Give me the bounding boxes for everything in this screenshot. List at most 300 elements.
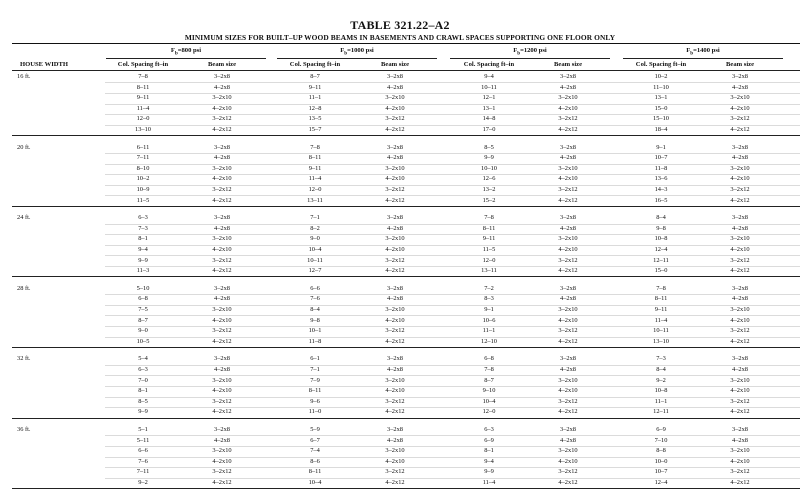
row-divider: [105, 164, 800, 165]
col-spacing-cell: 7–8: [484, 366, 494, 373]
col-spacing-cell: 12–11: [653, 256, 669, 264]
beam-size-cell: 3–2x12: [385, 115, 405, 123]
col-spacing-cell: 9–1: [484, 306, 494, 313]
col-spacing-cell: 9–4: [484, 457, 494, 465]
col-spacing-cell: 9–4: [138, 246, 148, 253]
col-spacing-cell: 13–1: [654, 94, 668, 102]
col-spacing-cell: 9–11: [136, 94, 150, 102]
fb-group-header: $F_b=1000$ psi: [340, 47, 374, 57]
col-spacing-cell: 6–3: [138, 366, 148, 373]
col-spacing-cell: 13–11: [481, 267, 497, 275]
col-spacing-cell: 12–0: [482, 408, 496, 416]
col-spacing-cell: 6–11: [136, 143, 150, 151]
col-spacing-cell: 10–10: [481, 164, 497, 172]
beam-size-cell: 4–2x8: [560, 83, 576, 91]
beam-size-cell: 3–2x8: [214, 214, 230, 222]
beam-size-cell: 3–2x12: [730, 468, 750, 476]
beam-size-cell: 3–2x10: [212, 164, 232, 172]
beam-size-cell: 4–2x8: [214, 224, 230, 232]
beam-size-cell: 4–2x12: [385, 408, 405, 416]
beam-size-cell: 4–2x8: [387, 224, 403, 232]
col-spacing-cell: 8–4: [310, 306, 320, 313]
row-divider: [105, 125, 800, 126]
col-spacing-cell: 11–10: [653, 83, 669, 91]
col-spacing-cell: 8–1: [138, 387, 148, 395]
col-spacing-cell: 10–0: [654, 457, 668, 465]
col-spacing-cell: 9–6: [310, 397, 320, 405]
beam-size-cell: 3–2x12: [385, 468, 405, 476]
beam-size-cell: 3–2x12: [730, 256, 750, 264]
col-spacing-cell: 13–6: [654, 175, 668, 183]
house-width-cell: 36 ft.: [17, 426, 31, 433]
col-spacing-cell: 12–0: [308, 186, 322, 193]
beam-size-cell: 3–2x8: [214, 355, 230, 363]
section-divider: [12, 347, 800, 348]
col-spacing-cell: 12–10: [481, 337, 497, 345]
col-spacing-cell: 6–6: [310, 284, 320, 292]
beam-size-cell: 4–2x12: [385, 196, 405, 204]
row-divider: [105, 224, 800, 225]
col-spacing-cell: 10–11: [481, 83, 497, 91]
col-spacing-cell: 6–6: [138, 447, 148, 455]
beam-size-cell: 4–2x10: [212, 316, 232, 324]
col-spacing-cell: 11–5: [136, 196, 150, 204]
beam-size-cell: 3–2x8: [214, 143, 230, 151]
col-spacing-cell: 7–2: [484, 284, 494, 292]
col-spacing-cell: 10–11: [653, 327, 669, 335]
beam-size-cell: 3–2x12: [730, 327, 750, 335]
section-divider: [12, 135, 800, 136]
col-spacing-header: Col. Spacing ft–in: [463, 61, 515, 68]
col-spacing-cell: 11–4: [482, 479, 496, 486]
col-spacing-cell: 7–8: [310, 143, 320, 151]
row-divider: [105, 365, 800, 366]
beam-size-cell: 4–2x8: [214, 366, 230, 373]
beam-size-cell: 3–2x12: [558, 186, 578, 193]
col-spacing-cell: 8–10: [136, 164, 150, 172]
row-divider: [105, 446, 800, 447]
beam-size-cell: 4–2x10: [730, 246, 750, 253]
beam-size-cell: 4–2x10: [385, 104, 405, 112]
beam-size-cell: 4–2x10: [558, 316, 578, 324]
col-spacing-cell: 7–6: [310, 295, 320, 303]
col-spacing-cell: 12–0: [482, 256, 496, 264]
col-spacing-cell: 16–5: [654, 196, 668, 204]
beam-size-cell: 4–2x12: [558, 267, 578, 275]
beam-size-cell: 3–2x8: [560, 73, 576, 80]
beam-size-cell: 4–2x12: [730, 479, 750, 486]
beam-size-cell: 3–2x10: [212, 447, 232, 455]
beam-size-cell: 4–2x12: [212, 196, 232, 204]
row-divider: [105, 315, 800, 316]
row-divider: [105, 245, 800, 246]
col-spacing-cell: 10–2: [136, 175, 150, 183]
beam-size-cell: 3–2x10: [385, 94, 405, 102]
col-spacing-cell: 12–7: [308, 267, 322, 275]
row-divider: [105, 255, 800, 256]
col-spacing-cell: 9–9: [484, 154, 494, 162]
row-divider: [105, 467, 800, 468]
col-spacing-cell: 10–4: [308, 479, 322, 486]
col-spacing-cell: 7–3: [656, 355, 666, 363]
beam-size-cell: 3–2x12: [385, 186, 405, 193]
beam-size-cell: 4–2x8: [732, 83, 748, 91]
col-spacing-cell: 11–4: [308, 175, 322, 183]
col-spacing-cell: 7–3: [138, 224, 148, 232]
col-spacing-cell: 10–4: [308, 246, 322, 253]
col-spacing-cell: 11–1: [654, 397, 668, 405]
beam-size-cell: 3–2x10: [730, 306, 750, 313]
fb-group-header: $F_b=1400$ psi: [686, 47, 720, 57]
col-spacing-cell: 7–9: [310, 376, 320, 384]
col-spacing-cell: 9–11: [308, 83, 322, 91]
beam-size-cell: 3–2x10: [212, 94, 232, 102]
beam-size-cell: 4–2x10: [385, 175, 405, 183]
beam-size-cell: 3–2x12: [558, 115, 578, 123]
col-spacing-cell: 6–3: [484, 426, 494, 433]
beam-size-cell: 3–2x8: [387, 73, 403, 80]
col-spacing-cell: 9–11: [308, 164, 322, 172]
beam-size-cell: 3–2x8: [560, 284, 576, 292]
beam-size-cell: 4–2x8: [387, 366, 403, 373]
col-spacing-cell: 8–8: [656, 447, 666, 455]
beam-size-cell: 4–2x10: [385, 457, 405, 465]
col-spacing-cell: 9–10: [482, 387, 496, 395]
col-spacing-cell: 17–0: [482, 126, 496, 133]
col-spacing-cell: 9–9: [484, 468, 494, 476]
row-divider: [105, 153, 800, 154]
beam-size-cell: 3–2x8: [732, 143, 748, 151]
col-spacing-cell: 8–6: [310, 457, 320, 465]
beam-size-cell: 3–2x8: [214, 284, 230, 292]
beam-size-cell: 3–2x10: [385, 447, 405, 455]
beam-size-cell: 3–2x8: [387, 426, 403, 433]
group-header-rule: [106, 58, 266, 59]
col-spacing-cell: 9–0: [310, 235, 320, 243]
col-spacing-cell: 15–10: [653, 115, 669, 123]
col-spacing-cell: 6–9: [484, 436, 494, 444]
section-divider: [12, 488, 800, 489]
beam-size-cell: 4–2x10: [558, 104, 578, 112]
col-spacing-cell: 10–1: [308, 327, 322, 335]
beam-size-cell: 3–2x12: [212, 468, 232, 476]
beam-size-cell: 4–2x12: [558, 408, 578, 416]
beam-size-cell: 4–2x12: [212, 126, 232, 133]
beam-size-cell: 3–2x10: [385, 306, 405, 313]
beam-size-cell: 3–2x8: [214, 73, 230, 80]
row-divider: [105, 305, 800, 306]
col-spacing-cell: 8–11: [482, 224, 496, 232]
beam-size-cell: 3–2x8: [732, 426, 748, 433]
beam-size-cell: 3–2x10: [212, 376, 232, 384]
beam-size-cell: 3–2x8: [732, 73, 748, 80]
beam-size-cell: 3–2x10: [558, 94, 578, 102]
beam-size-cell: 3–2x10: [558, 164, 578, 172]
col-spacing-cell: 7–11: [136, 468, 150, 476]
col-spacing-cell: 10–8: [654, 387, 668, 395]
beam-size-cell: 3–2x12: [212, 327, 232, 335]
col-spacing-cell: 7–0: [138, 376, 148, 384]
beam-size-cell: 3–2x8: [214, 426, 230, 433]
col-spacing-header: Col. Spacing ft–in: [635, 61, 687, 68]
beam-size-cell: 4–2x8: [214, 295, 230, 303]
beam-size-cell: 3–2x12: [212, 397, 232, 405]
group-header-rule: [277, 58, 437, 59]
beam-size-cell: 3–2x10: [385, 164, 405, 172]
col-spacing-cell: 6–9: [656, 426, 666, 433]
col-spacing-cell: 12–4: [654, 479, 668, 486]
beam-size-cell: 3–2x10: [212, 306, 232, 313]
beam-size-cell: 4–2x8: [560, 224, 576, 232]
beam-size-cell: 4–2x10: [730, 316, 750, 324]
col-spacing-cell: 8–2: [310, 224, 320, 232]
col-spacing-cell: 10–8: [654, 235, 668, 243]
beam-size-cell: 3–2x12: [385, 397, 405, 405]
row-divider: [105, 337, 800, 338]
row-divider: [105, 478, 800, 479]
beam-size-cell: 4–2x8: [387, 295, 403, 303]
col-spacing-cell: 11–4: [136, 104, 150, 112]
col-spacing-cell: 5–11: [136, 436, 150, 444]
row-divider: [105, 397, 800, 398]
col-spacing-cell: 14–3: [654, 186, 668, 193]
beam-size-cell: 4–2x8: [387, 154, 403, 162]
beam-size-cell: 3–2x8: [732, 284, 748, 292]
beam-size-cell: 3–2x12: [212, 115, 232, 123]
beam-size-cell: 3–2x12: [385, 327, 405, 335]
beam-size-cell: 3–2x12: [730, 186, 750, 193]
col-spacing-cell: 8–7: [484, 376, 494, 384]
house-width-cell: 28 ft.: [17, 284, 31, 292]
col-spacing-cell: 12–1: [482, 94, 496, 102]
col-spacing-cell: 9–9: [138, 256, 148, 264]
beam-size-cell: 3–2x12: [212, 256, 232, 264]
row-divider: [105, 326, 800, 327]
row-divider: [105, 82, 800, 83]
group-header-rule: [623, 58, 783, 59]
beam-size-cell: 4–2x10: [730, 457, 750, 465]
beam-size-cell: 4–2x12: [730, 337, 750, 345]
beam-size-cell: 3–2x8: [387, 143, 403, 151]
section-divider: [12, 276, 800, 277]
col-spacing-cell: 9–2: [656, 376, 666, 384]
col-spacing-cell: 10–4: [482, 397, 496, 405]
beam-size-cell: 3–2x10: [558, 235, 578, 243]
col-spacing-cell: 12–11: [653, 408, 669, 416]
row-divider: [105, 375, 800, 376]
beam-size-cell: 4–2x8: [214, 436, 230, 444]
beam-size-cell: 4–2x12: [558, 196, 578, 204]
col-spacing-cell: 7–6: [138, 457, 148, 465]
beam-size-cell: 3–2x8: [560, 355, 576, 363]
col-spacing-cell: 9–8: [310, 316, 320, 324]
col-spacing-cell: 7–1: [310, 214, 320, 222]
col-spacing-cell: 9–2: [138, 479, 148, 486]
row-divider: [105, 457, 800, 458]
row-divider: [105, 266, 800, 267]
col-spacing-cell: 5–4: [138, 355, 148, 363]
fb-group-header: $F_b=1200$ psi: [513, 47, 547, 57]
column-header-rule: [12, 70, 800, 71]
col-spacing-cell: 9–4: [484, 73, 494, 80]
house-width-cell: 16 ft.: [17, 73, 31, 80]
section-divider: [12, 418, 800, 419]
col-spacing-cell: 5–10: [136, 284, 150, 292]
beam-size-cell: 3–2x10: [385, 235, 405, 243]
house-width-cell: 24 ft.: [17, 214, 31, 222]
beam-size-cell: 4–2x12: [558, 479, 578, 486]
beam-size-cell: 4–2x12: [385, 479, 405, 486]
col-spacing-cell: 10–9: [136, 186, 150, 193]
row-divider: [105, 104, 800, 105]
beam-size-cell: 4–2x12: [385, 267, 405, 275]
beam-size-header: Beam size: [207, 61, 237, 68]
col-spacing-cell: 9–0: [138, 327, 148, 335]
col-spacing-cell: 11–8: [654, 164, 668, 172]
col-spacing-cell: 15–0: [654, 267, 668, 275]
col-spacing-cell: 7–5: [138, 306, 148, 313]
beam-size-header: Beam size: [380, 61, 410, 68]
row-divider: [105, 234, 800, 235]
beam-size-cell: 3–2x12: [558, 397, 578, 405]
col-spacing-cell: 9–11: [482, 235, 496, 243]
col-spacing-cell: 5–1: [138, 426, 148, 433]
col-spacing-cell: 11–1: [308, 94, 322, 102]
beam-size-cell: 4–2x8: [214, 83, 230, 91]
col-spacing-header: Col. Spacing ft–in: [289, 61, 341, 68]
col-spacing-cell: 10–6: [482, 316, 496, 324]
beam-size-cell: 4–2x10: [558, 387, 578, 395]
col-spacing-cell: 10–5: [136, 337, 150, 345]
group-header-rule: [450, 58, 610, 59]
beam-size-cell: 4–2x8: [732, 366, 748, 373]
beam-size-cell: 3–2x8: [560, 426, 576, 433]
col-spacing-cell: 13–2: [482, 186, 496, 193]
beam-size-cell: 4–2x10: [212, 457, 232, 465]
beam-size-cell: 3–2x12: [558, 468, 578, 476]
col-spacing-cell: 13–1: [482, 104, 496, 112]
col-spacing-cell: 8–11: [654, 295, 668, 303]
row-divider: [105, 185, 800, 186]
col-spacing-cell: 13–11: [307, 196, 323, 204]
beam-size-cell: 4–2x10: [730, 387, 750, 395]
row-divider: [105, 386, 800, 387]
beam-size-cell: 4–2x8: [387, 436, 403, 444]
col-spacing-cell: 8–7: [138, 316, 148, 324]
col-spacing-header: Col. Spacing ft–in: [117, 61, 169, 68]
col-spacing-cell: 8–5: [484, 143, 494, 151]
beam-size-cell: 3–2x8: [387, 355, 403, 363]
col-spacing-cell: 6–8: [138, 295, 148, 303]
beam-size-cell: 4–2x8: [732, 436, 748, 444]
beam-size-cell: 4–2x12: [212, 337, 232, 345]
col-spacing-cell: 5–9: [310, 426, 320, 433]
beam-size-cell: 4–2x10: [730, 104, 750, 112]
col-spacing-cell: 7–10: [654, 436, 668, 444]
col-spacing-cell: 9–9: [138, 408, 148, 416]
beam-size-header: Beam size: [553, 61, 583, 68]
col-spacing-cell: 9–1: [656, 143, 666, 151]
row-divider: [105, 294, 800, 295]
beam-size-cell: 4–2x10: [212, 175, 232, 183]
beam-size-cell: 3–2x8: [387, 284, 403, 292]
beam-size-cell: 4–2x12: [730, 267, 750, 275]
col-spacing-cell: 7–8: [138, 73, 148, 80]
col-spacing-cell: 9–8: [656, 224, 666, 232]
fb-group-header: $F_b=800$ psi: [170, 47, 202, 57]
beam-size-cell: 3–2x12: [558, 327, 578, 335]
beam-size-cell: 4–2x10: [558, 246, 578, 253]
col-spacing-cell: 9–11: [654, 306, 668, 313]
col-spacing-cell: 10–7: [654, 154, 668, 162]
col-spacing-cell: 13–10: [135, 126, 151, 133]
beam-size-cell: 3–2x10: [730, 164, 750, 172]
beam-size-cell: 3–2x12: [558, 256, 578, 264]
col-spacing-cell: 8–1: [484, 447, 494, 455]
col-spacing-cell: 10–11: [307, 256, 323, 264]
beam-size-cell: 4–2x12: [385, 337, 405, 345]
col-spacing-cell: 11–0: [308, 408, 322, 416]
col-spacing-cell: 12–8: [308, 104, 322, 112]
beam-size-cell: 4–2x8: [387, 83, 403, 91]
house-width-cell: 20 ft.: [17, 143, 31, 151]
col-spacing-cell: 7–8: [656, 284, 666, 292]
beam-size-cell: 3–2x10: [730, 94, 750, 102]
table-subtitle: MINIMUM SIZES FOR BUILT–UP WOOD BEAMS IN BASEMENTS AND CRAWL SPACES SUPPORTING ONE FLOOR ONLY: [184, 33, 616, 42]
col-spacing-cell: 8–3: [484, 295, 494, 303]
beam-size-cell: 4–2x10: [212, 246, 232, 253]
beam-size-cell: 3–2x8: [732, 355, 748, 363]
beam-size-cell: 4–2x10: [558, 457, 578, 465]
col-spacing-cell: 6–7: [310, 436, 320, 444]
col-spacing-cell: 8–11: [308, 468, 322, 476]
header-top-rule: [12, 43, 800, 44]
house-width-header: HOUSE WIDTH: [20, 61, 69, 68]
beam-size-cell: 3–2x12: [730, 115, 750, 123]
col-spacing-cell: 6–8: [484, 355, 494, 363]
beam-size-cell: 4–2x8: [732, 224, 748, 232]
beam-size-cell: 4–2x10: [385, 387, 405, 395]
col-spacing-cell: 12–0: [136, 115, 150, 123]
col-spacing-cell: 11–1: [482, 327, 496, 335]
beam-size-cell: 3–2x8: [560, 143, 576, 151]
beam-size-header: Beam size: [725, 61, 755, 68]
beam-size-cell: 4–2x10: [730, 175, 750, 183]
beam-size-cell: 4–2x12: [212, 479, 232, 486]
beam-size-cell: 3–2x8: [560, 214, 576, 222]
beam-size-cell: 4–2x8: [732, 295, 748, 303]
col-spacing-cell: 8–1: [138, 235, 148, 243]
col-spacing-cell: 7–4: [310, 447, 320, 455]
beam-size-cell: 3–2x8: [732, 214, 748, 222]
row-divider: [105, 435, 800, 436]
col-spacing-cell: 11–4: [654, 316, 668, 324]
row-divider: [105, 174, 800, 175]
beam-size-cell: 3–2x10: [385, 376, 405, 384]
beam-size-cell: 4–2x12: [730, 408, 750, 416]
col-spacing-cell: 12–6: [482, 175, 496, 183]
col-spacing-cell: 13–5: [308, 115, 322, 123]
beam-size-cell: 4–2x12: [385, 126, 405, 133]
col-spacing-cell: 7–1: [310, 366, 320, 373]
table-title: TABLE 321.22–A2: [350, 18, 450, 32]
row-divider: [105, 114, 800, 115]
beam-size-cell: 4–2x8: [560, 436, 576, 444]
section-divider: [12, 206, 800, 207]
beam-size-cell: 4–2x8: [214, 154, 230, 162]
col-spacing-cell: 8–11: [136, 83, 150, 91]
beam-size-cell: 4–2x12: [730, 126, 750, 133]
